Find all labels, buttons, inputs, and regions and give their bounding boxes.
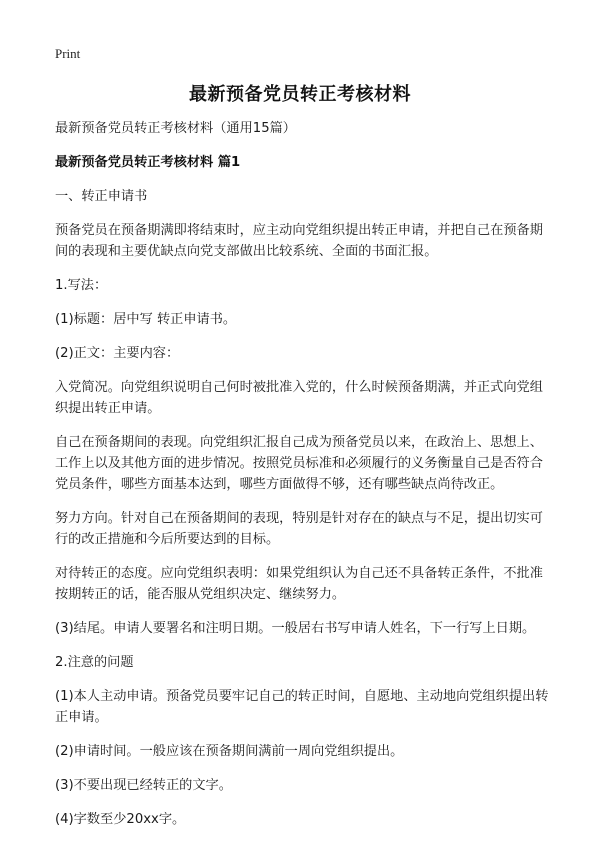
print-label[interactable]: Print (55, 46, 81, 61)
list-item: (1)标题：居中写 转正申请书。 (55, 312, 237, 327)
list-heading: 1.写法： (55, 278, 108, 293)
section-heading: 最新预备党员转正考核材料 篇1 (55, 155, 241, 170)
subsection-heading: 一、转正申请书 (55, 189, 148, 204)
list-item: (1)本人主动申请。预备党员要牢记自己的转正时间，自愿地、主动地向党组织提出转正申请。 (55, 689, 549, 725)
list-item: (4)字数至少20xx字。 (55, 812, 186, 827)
body-paragraph: 对待转正的态度。应向党组织表明：如果党组织认为自己还不具备转正条件，不批准按期转正的话，能否服从党组织决定、继续努力。 (55, 566, 543, 602)
body-paragraph: 努力方向。针对自己在预备期间的表现，特别是针对存在的缺点与不足，提出切实可行的改正措施和今后所要达到的目标。 (55, 511, 543, 547)
page-title: 最新预备党员转正考核材料 (189, 84, 411, 105)
body-paragraph: 入党简况。向党组织说明自己何时被批准入党的，什么时候预备期满，并正式向党组织提出转正申请。 (55, 380, 543, 416)
list-item: (2)正文：主要内容： (55, 346, 180, 361)
list-item: (3)不要出现已经转正的文字。 (55, 778, 232, 793)
list-item: (2)申请时间。一般应该在预备期间满前一周向党组织提出。 (55, 744, 404, 759)
body-paragraph: 自己在预备期间的表现。向党组织汇报自己成为预备党员以来，在政治上、思想上、工作上以及其他方面的进步情况。按照党员标准和必须履行的义务衡量自己是否符合党员条件，哪些方面基本达到，哪些方面做得不够，还有哪些缺点尚待改正。 (55, 435, 543, 492)
document-body (55, 118, 550, 843)
list-item: (3)结尾。申请人要署名和注明日期。一般居右书写申请人姓名，下一行写上日期。 (55, 621, 536, 636)
subtitle: 最新预备党员转正考核材料（通用15篇） (55, 121, 296, 136)
list-heading: 2.注意的问题 (55, 655, 134, 670)
body-paragraph: 预备党员在预备期满即将结束时，应主动向党组织提出转正申请，并把自己在预备期间的表现和主要优缺点向党支部做出比较系统、全面的书面汇报。 (55, 223, 543, 259)
